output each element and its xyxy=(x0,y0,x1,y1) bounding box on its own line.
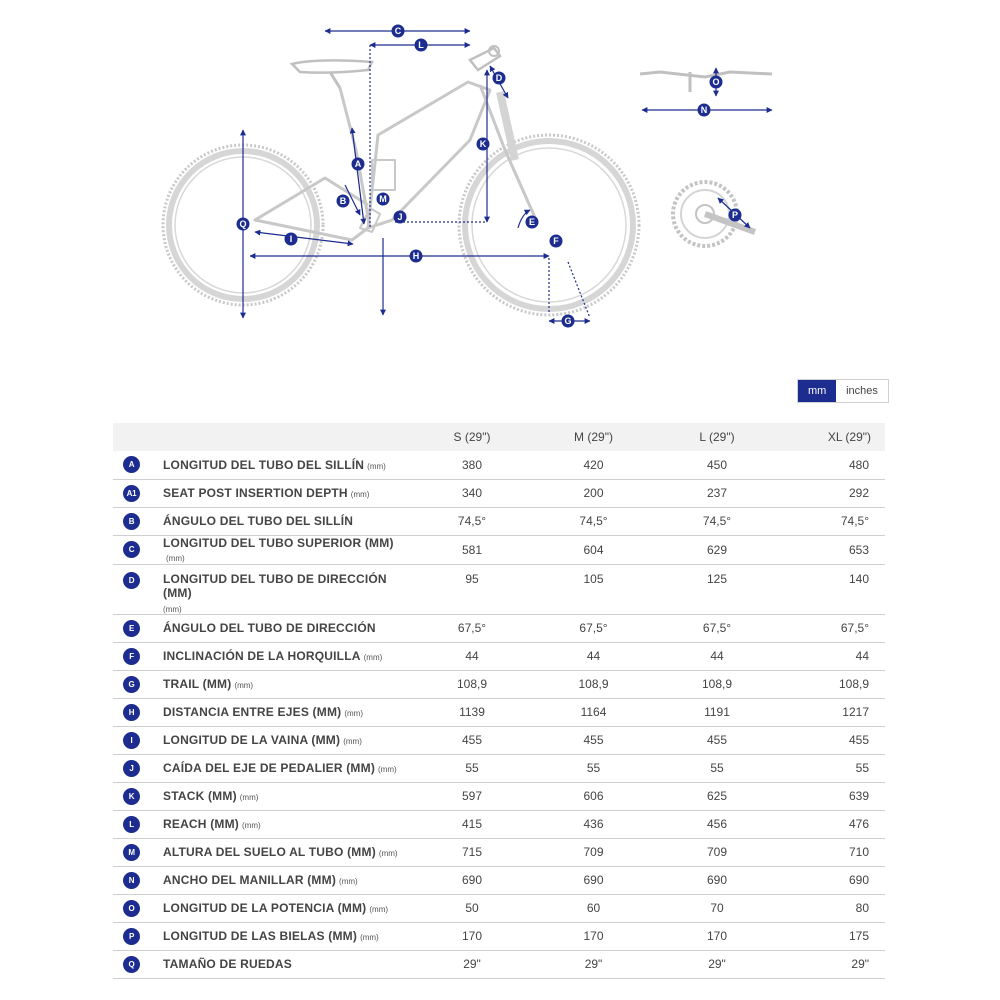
size-value: 108,9 xyxy=(656,670,778,698)
diagram-label-j xyxy=(394,211,407,224)
measurement-badge: G xyxy=(123,676,140,693)
size-value: 29" xyxy=(656,950,778,978)
size-value: 690 xyxy=(531,866,656,894)
size-value: 67,5° xyxy=(778,614,885,642)
diagram-label-c xyxy=(392,25,405,38)
table-row xyxy=(113,507,885,535)
size-value: 108,9 xyxy=(531,670,656,698)
handlebar xyxy=(640,72,772,92)
measurement-unit: (mm) xyxy=(369,905,389,914)
unit-mm-button[interactable]: mm xyxy=(798,380,836,402)
size-value: 95 xyxy=(413,564,531,614)
size-value: 50 xyxy=(413,894,531,922)
size-value: 420 xyxy=(531,451,656,479)
size-value: 450 xyxy=(656,451,778,479)
measurement-label: TAMAÑO DE RUEDAS xyxy=(163,957,292,971)
measurement-label: LONGITUD DEL TUBO DE DIRECCIÓN (MM) xyxy=(163,571,387,600)
size-value: 108,9 xyxy=(778,670,885,698)
size-value: 29" xyxy=(778,950,885,978)
measurement-badge: A1 xyxy=(123,485,140,502)
size-value: 715 xyxy=(413,838,531,866)
svg-text:A: A xyxy=(354,159,362,170)
size-value: 67,5° xyxy=(413,614,531,642)
size-value: 1139 xyxy=(413,698,531,726)
table-body xyxy=(113,451,885,978)
measurement-label: LONGITUD DEL TUBO SUPERIOR (MM) xyxy=(163,535,394,550)
measurement-unit: (mm) xyxy=(360,933,379,942)
size-value: 709 xyxy=(531,838,656,866)
diagram-label-p xyxy=(729,209,742,222)
measurement-unit: (mm) xyxy=(378,765,397,774)
size-value: 436 xyxy=(531,810,656,838)
size-value: 690 xyxy=(778,866,885,894)
size-value: 70 xyxy=(656,894,778,922)
table-row xyxy=(113,726,885,754)
measurement-unit: (mm) xyxy=(166,553,185,563)
measurement-unit: (mm) xyxy=(234,681,254,690)
diagram-label-q xyxy=(237,218,250,231)
svg-text:C: C xyxy=(394,26,402,37)
size-value: 625 xyxy=(656,782,778,810)
size-value: 1191 xyxy=(656,698,778,726)
measurement-badge: A xyxy=(123,456,140,473)
svg-text:P: P xyxy=(731,210,739,221)
size-value: 55 xyxy=(413,754,531,782)
table-row xyxy=(113,894,885,922)
measurement-label: STACK (MM) xyxy=(163,789,237,803)
size-value: 44 xyxy=(778,642,885,670)
measurement-label: REACH (MM) xyxy=(163,817,239,831)
measurement-badge: C xyxy=(123,541,140,558)
size-value: 690 xyxy=(413,866,531,894)
measurement-badge: Q xyxy=(123,956,140,973)
size-value: 200 xyxy=(531,479,656,507)
diagram-label-n xyxy=(698,104,711,117)
measurement-badge: H xyxy=(123,704,140,721)
measurement-badge: J xyxy=(123,760,140,777)
table-row xyxy=(113,782,885,810)
table-row xyxy=(113,922,885,950)
size-header: XL (29") xyxy=(827,430,871,444)
measurement-label: SEAT POST INSERTION DEPTH xyxy=(163,486,348,500)
measurement-badge: D xyxy=(123,572,140,589)
measurement-badge: P xyxy=(123,928,140,945)
stem xyxy=(470,46,500,70)
crankset xyxy=(673,182,755,246)
diagram-label-f xyxy=(550,235,563,248)
measurement-label: INCLINACIÓN DE LA HORQUILLA xyxy=(163,649,361,663)
measurement-unit: (mm) xyxy=(343,737,362,746)
table-row xyxy=(113,564,885,614)
size-value: 710 xyxy=(778,838,885,866)
size-value: 1217 xyxy=(778,698,885,726)
svg-text:J: J xyxy=(397,212,403,223)
size-value: 74,5° xyxy=(413,507,531,535)
size-value: 455 xyxy=(778,726,885,754)
table-row xyxy=(113,866,885,894)
size-value: 44 xyxy=(656,642,778,670)
size-header: S (29") xyxy=(453,430,491,444)
size-value: 415 xyxy=(413,810,531,838)
svg-text:I: I xyxy=(289,234,293,245)
size-value: 29" xyxy=(413,950,531,978)
size-value: 74,5° xyxy=(656,507,778,535)
diagram-label-m xyxy=(377,193,390,206)
size-value: 74,5° xyxy=(531,507,656,535)
size-value: 140 xyxy=(778,564,885,614)
saddle xyxy=(292,60,372,88)
table-row xyxy=(113,754,885,782)
size-value: 604 xyxy=(531,535,656,564)
size-value: 629 xyxy=(656,535,778,564)
size-value: 455 xyxy=(413,726,531,754)
measurement-label: ANCHO DEL MANILLAR (MM) xyxy=(163,873,337,887)
measurement-badge: B xyxy=(123,513,140,530)
measurement-label: LONGITUD DEL TUBO DEL SILLÍN xyxy=(163,457,365,472)
diagram-label-i xyxy=(285,233,298,246)
size-value: 44 xyxy=(531,642,656,670)
measurement-badge: O xyxy=(123,900,140,917)
size-value: 456 xyxy=(656,810,778,838)
diagram-label-a xyxy=(352,158,365,171)
diagram-label-b xyxy=(337,195,350,208)
measurement-badge: K xyxy=(123,788,140,805)
size-value: 55 xyxy=(778,754,885,782)
svg-text:M: M xyxy=(379,194,387,205)
svg-text:N: N xyxy=(700,105,708,116)
size-header: M (29") xyxy=(574,430,613,444)
measurement-label: ÁNGULO DEL TUBO DE DIRECCIÓN xyxy=(163,621,376,635)
table-row xyxy=(113,642,885,670)
size-value: 606 xyxy=(531,782,656,810)
size-value: 455 xyxy=(531,726,656,754)
svg-text:O: O xyxy=(712,77,720,88)
measurement-label: ALTURA DEL SUELO AL TUBO (MM) xyxy=(163,845,376,859)
size-value: 74,5° xyxy=(778,507,885,535)
measurement-unit: (mm) xyxy=(350,490,370,499)
size-value: 55 xyxy=(531,754,656,782)
measurement-label: DISTANCIA ENTRE EJES (MM) xyxy=(163,705,342,719)
size-value: 105 xyxy=(531,564,656,614)
size-value: 380 xyxy=(413,451,531,479)
size-value: 476 xyxy=(778,810,885,838)
size-value: 237 xyxy=(656,479,778,507)
measurement-label: LONGITUD DE LA VAINA (MM) xyxy=(163,733,341,747)
diagram-label-g xyxy=(562,315,575,328)
table-row xyxy=(113,670,885,698)
table-row xyxy=(113,614,885,642)
size-value: 67,5° xyxy=(531,614,656,642)
size-value: 67,5° xyxy=(656,614,778,642)
size-value: 170 xyxy=(413,922,531,950)
measurement-badge: F xyxy=(123,648,140,665)
size-value: 170 xyxy=(531,922,656,950)
size-value: 292 xyxy=(778,479,885,507)
size-value: 653 xyxy=(778,535,885,564)
size-header: L (29") xyxy=(699,430,735,444)
size-value: 125 xyxy=(656,564,778,614)
measurement-label: CAÍDA DEL EJE DE PEDALIER (MM) xyxy=(163,761,376,775)
size-value: 639 xyxy=(778,782,885,810)
size-value: 709 xyxy=(656,838,778,866)
measurement-unit: (mm) xyxy=(344,709,363,718)
measurement-badge: I xyxy=(123,732,140,749)
bike-geometry-diagram xyxy=(0,0,1000,340)
size-value: 80 xyxy=(778,894,885,922)
measurement-unit: (mm) xyxy=(367,461,386,471)
measurement-unit: (mm) xyxy=(242,821,261,830)
svg-text:B: B xyxy=(339,196,347,207)
svg-text:G: G xyxy=(564,316,572,327)
size-value: 29" xyxy=(531,950,656,978)
measurement-badge: M xyxy=(123,844,140,861)
measurement-badge: E xyxy=(123,620,140,637)
table-row xyxy=(113,950,885,978)
unit-toggle xyxy=(797,379,889,403)
table-row xyxy=(113,479,885,507)
size-value: 690 xyxy=(656,866,778,894)
diagram-label-l xyxy=(415,39,428,52)
table-row xyxy=(113,698,885,726)
svg-text:D: D xyxy=(495,73,503,84)
diagram-label-h xyxy=(410,250,423,263)
unit-inches-button[interactable]: inches xyxy=(836,380,888,402)
svg-text:H: H xyxy=(412,251,420,262)
size-value: 60 xyxy=(531,894,656,922)
measurement-unit: (mm) xyxy=(163,604,182,614)
table-row xyxy=(113,810,885,838)
geometry-table xyxy=(113,423,885,979)
measurement-unit: (mm) xyxy=(239,793,259,802)
measurement-unit: (mm) xyxy=(378,849,398,858)
size-value: 340 xyxy=(413,479,531,507)
size-value: 581 xyxy=(413,535,531,564)
svg-text:F: F xyxy=(553,236,559,247)
size-value: 455 xyxy=(656,726,778,754)
table-header-row xyxy=(113,423,885,451)
measurement-label: ÁNGULO DEL TUBO DEL SILLÍN xyxy=(163,514,354,528)
size-value: 170 xyxy=(656,922,778,950)
size-value: 55 xyxy=(656,754,778,782)
svg-text:L: L xyxy=(418,40,424,51)
svg-text:K: K xyxy=(479,139,487,150)
measurement-label: LONGITUD DE LA POTENCIA (MM) xyxy=(163,901,367,915)
size-value: 480 xyxy=(778,451,885,479)
size-value: 175 xyxy=(778,922,885,950)
svg-text:Q: Q xyxy=(239,219,247,230)
table-row xyxy=(113,838,885,866)
size-value: 44 xyxy=(413,642,531,670)
measurement-unit: (mm) xyxy=(339,877,358,886)
size-value: 108,9 xyxy=(413,670,531,698)
diagram-label-e xyxy=(526,216,539,229)
size-value: 597 xyxy=(413,782,531,810)
svg-text:E: E xyxy=(528,217,536,228)
table-row xyxy=(113,535,885,564)
diagram-label-d xyxy=(493,72,506,85)
measurement-label: LONGITUD DE LAS BIELAS (MM) xyxy=(163,929,358,943)
measurement-label: TRAIL (MM) xyxy=(163,677,232,691)
size-value: 1164 xyxy=(531,698,656,726)
diagram-label-k xyxy=(477,138,490,151)
measurement-unit: (mm) xyxy=(363,653,383,662)
measurement-badge: N xyxy=(123,872,140,889)
measurement-badge: L xyxy=(123,816,140,833)
diagram-label-o xyxy=(710,76,723,89)
table-row xyxy=(113,451,885,479)
